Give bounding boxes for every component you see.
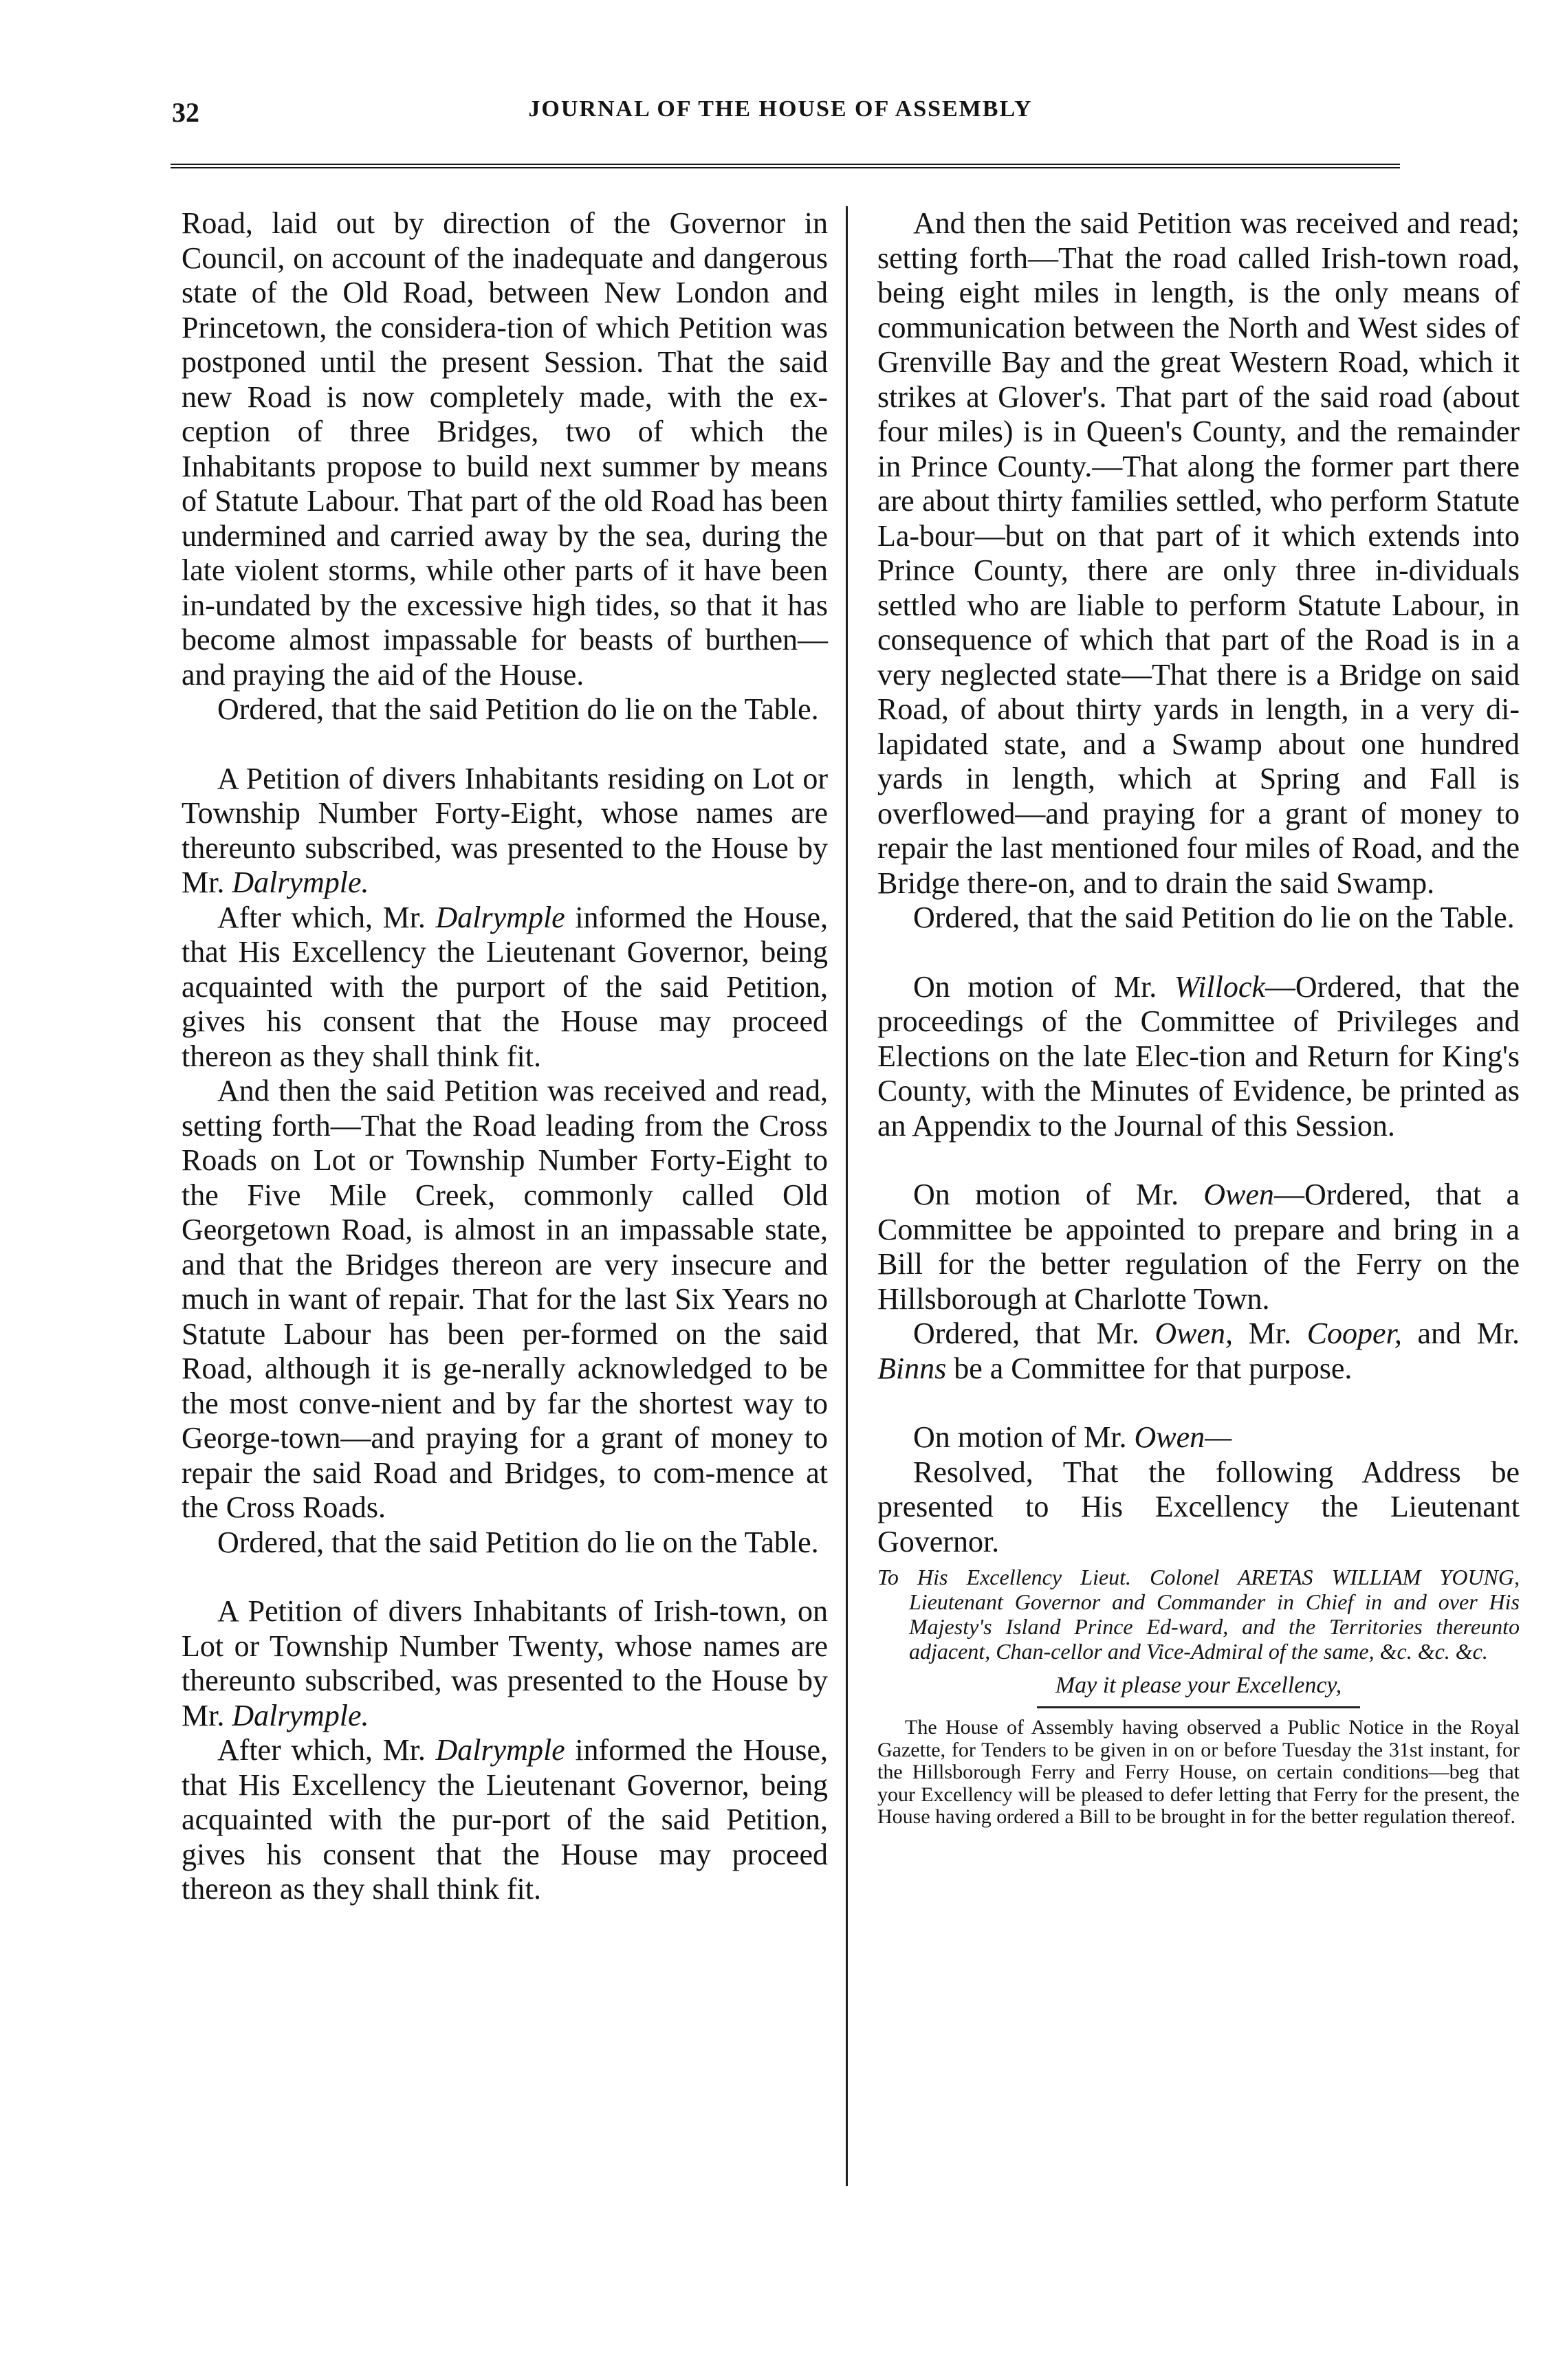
paragraph-ordered-lie-table: Ordered, that the said Petition do lie on the Table. xyxy=(913,901,1515,934)
address-body xyxy=(877,1717,1520,1829)
paragraph-motion-owen xyxy=(877,1420,1520,1455)
right-column xyxy=(877,206,1520,1829)
header-rule xyxy=(171,164,1400,168)
text-run: informed the House, that His Excellency the Lieutenant Governor, being acquainted with the pur-port of the said Petition, gives his consent that the House may proceed thereon as they shall think fit. xyxy=(182,1733,828,1906)
text-run: After which, Mr. xyxy=(217,1733,436,1767)
paragraph-governor-consent xyxy=(182,1733,828,1907)
text-run: and Mr. xyxy=(1401,1316,1520,1350)
text-run: informed the House, that His Excellency the Lieutenant Governor, being acquainted with the purport of the said Petition, gives his consent that the House may proceed thereon as they shall think fit. xyxy=(182,900,828,1073)
paragraph-ordered-lie-table: Ordered, that the said Petition do lie on the Table. xyxy=(217,1525,819,1559)
text-run: A Petition of divers Inhabitants of Irish-town, on Lot or Township Number Twenty, whose names are thereunto subscribed, was presented to the House by Mr. xyxy=(182,1594,828,1732)
member-name: Owen— xyxy=(1134,1420,1232,1454)
member-name: Willock xyxy=(1174,969,1265,1004)
address-text: The House of Assembly having observed a Public Notice in the Royal Gazette, for Tenders to be given in on or before Tuesday the 31st instant, for the Hillsborough Ferry and Ferry House, on certain conditions—beg that your Excellency will be pleased to defer letting that Ferry for the present, the House having ordered a Bill to be brought in for the better regulation thereof. xyxy=(877,1716,1520,1828)
member-name: Dalrymple xyxy=(435,1733,565,1767)
paragraph-resolved-address: Resolved, That the following Address be presented to His Excellency the Lieutenant Governor. xyxy=(877,1455,1520,1558)
paragraph-georgetown-road: And then the said Petition was received and read, setting forth—That the Road leading from the Cross Roads on Lot or Township Number Forty-Eight to the Five Mile Creek, commonly called Old Georgetown Road, is almost in an impassable state, and that the Bridges thereon are very insecure and much in want of repair. That for the last Six Years no Statute Labour has been per-formed on the said Road, although it is ge-nerally acknowledged to be the most conve-nient and by far the shortest way to George-town—and praying for a grant of money to repair the said Road and Bridges, to com-mence at the Cross Roads. xyxy=(182,1074,828,1524)
paragraph-committee-members xyxy=(877,1316,1520,1386)
address-heading: To His Excellency Lieut. Colonel ARETAS WILLIAM YOUNG, Lieutenant Governor and Commander in Chief in and over His Majesty's Island Prince Ed-ward, and the Territories thereunto adjacent, Chan-cellor and Vice-Admiral of the same, &c. &c. &c. xyxy=(877,1565,1520,1664)
running-title: JOURNAL OF THE HOUSE OF ASSEMBLY xyxy=(528,96,1033,122)
address-separator xyxy=(1037,1706,1360,1708)
text-run: Mr. xyxy=(1233,1316,1307,1350)
member-name: Dalrymple. xyxy=(232,866,369,899)
column-divider xyxy=(846,206,848,2186)
text-run: —Ordered, that the proceedings of the Committee of Privileges and Elections on the late Elec-tion and Return for King's County, with the Minutes of Evidence, be printed as an Appendix to the Journal of this Session. xyxy=(877,969,1520,1143)
member-name: Owen, xyxy=(1154,1316,1234,1350)
paragraph-ordered-lie-table: Ordered, that the said Petition do lie on the Table. xyxy=(217,692,819,726)
text-run: Ordered, that Mr. xyxy=(913,1316,1155,1350)
text-run: After which, Mr. xyxy=(217,900,436,934)
paragraph-petition-irishtown xyxy=(182,1594,828,1733)
paragraph-old-road-petition: Road, laid out by direction of the Governor in Council, on account of the inadequate and dangerous state of the Old Road, between New London and Princetown, the considera-tion of which Petition was postponed until the present Session. That the said new Road is now completely made, with the ex-ception of three Bridges, two of which the Inhabitants propose to build next summer by means of Statute Labour. That part of the old Road has been undermined and carried away by the sea, during the late violent storms, while other parts of it have been in-undated by the excessive high tides, so that it has become almost impassable for beasts of burthen—and praying the aid of the House. xyxy=(182,206,828,692)
member-name: Binns xyxy=(877,1351,947,1385)
text-run: —Ordered, that a Committee be appointed to prepare and bring in a Bill for the better regulation of the Ferry on the Hillsborough at Charlotte Town. xyxy=(877,1178,1520,1316)
paragraph-petition-lot-48 xyxy=(182,762,828,901)
address-salutation: May it please your Excellency, xyxy=(1055,1673,1342,1698)
text-run: be a Committee for that purpose. xyxy=(946,1351,1353,1385)
member-name: Dalrymple xyxy=(435,900,565,934)
member-name: Dalrymple. xyxy=(232,1698,369,1732)
text-run: On motion of Mr. xyxy=(913,1420,1135,1454)
paragraph-governor-consent xyxy=(182,901,828,1075)
member-name: Cooper, xyxy=(1306,1316,1402,1350)
text-run: On motion of Mr. xyxy=(913,1178,1204,1211)
page-header xyxy=(172,96,1389,144)
left-column xyxy=(182,206,828,1907)
page-number: 32 xyxy=(172,97,199,128)
text-run: A Petition of divers Inhabitants residing on Lot or Township Number Forty-Eight, whose names are thereunto subscribed, was presented to the House by Mr. xyxy=(182,761,828,899)
member-name: Owen xyxy=(1203,1178,1274,1211)
paragraph-motion-owen-ferry xyxy=(877,1178,1520,1316)
text-run: On motion of Mr. xyxy=(913,969,1174,1004)
paragraph-irishtown-road: And then the said Petition was received and read; setting forth—That the road called Irish-town road, being eight miles in length, is the only means of communication between the North and West sides of Grenville Bay and the great Western Road, which it strikes at Glover's. That part of the said road (about four miles) is in Queen's County, and the remainder in Prince County.—That along the former part there are about thirty families settled, who perform Statute La-bour—but on that part of it which extends into Prince County, there are only three in-dividuals settled who are liable to perform Statute Labour, in consequence of which that part of the Road is in a very neglected state—That there is a Bridge on said Road, of about thirty yards in length, in a very di-lapidated state, and a Swamp about one hundred yards in length, which at Spring and Fall is overflowed—and praying for a grant of money to repair the last mentioned four miles of Road, and the Bridge there-on, and to drain the said Swamp. xyxy=(877,206,1520,900)
paragraph-motion-willock xyxy=(877,970,1520,1144)
